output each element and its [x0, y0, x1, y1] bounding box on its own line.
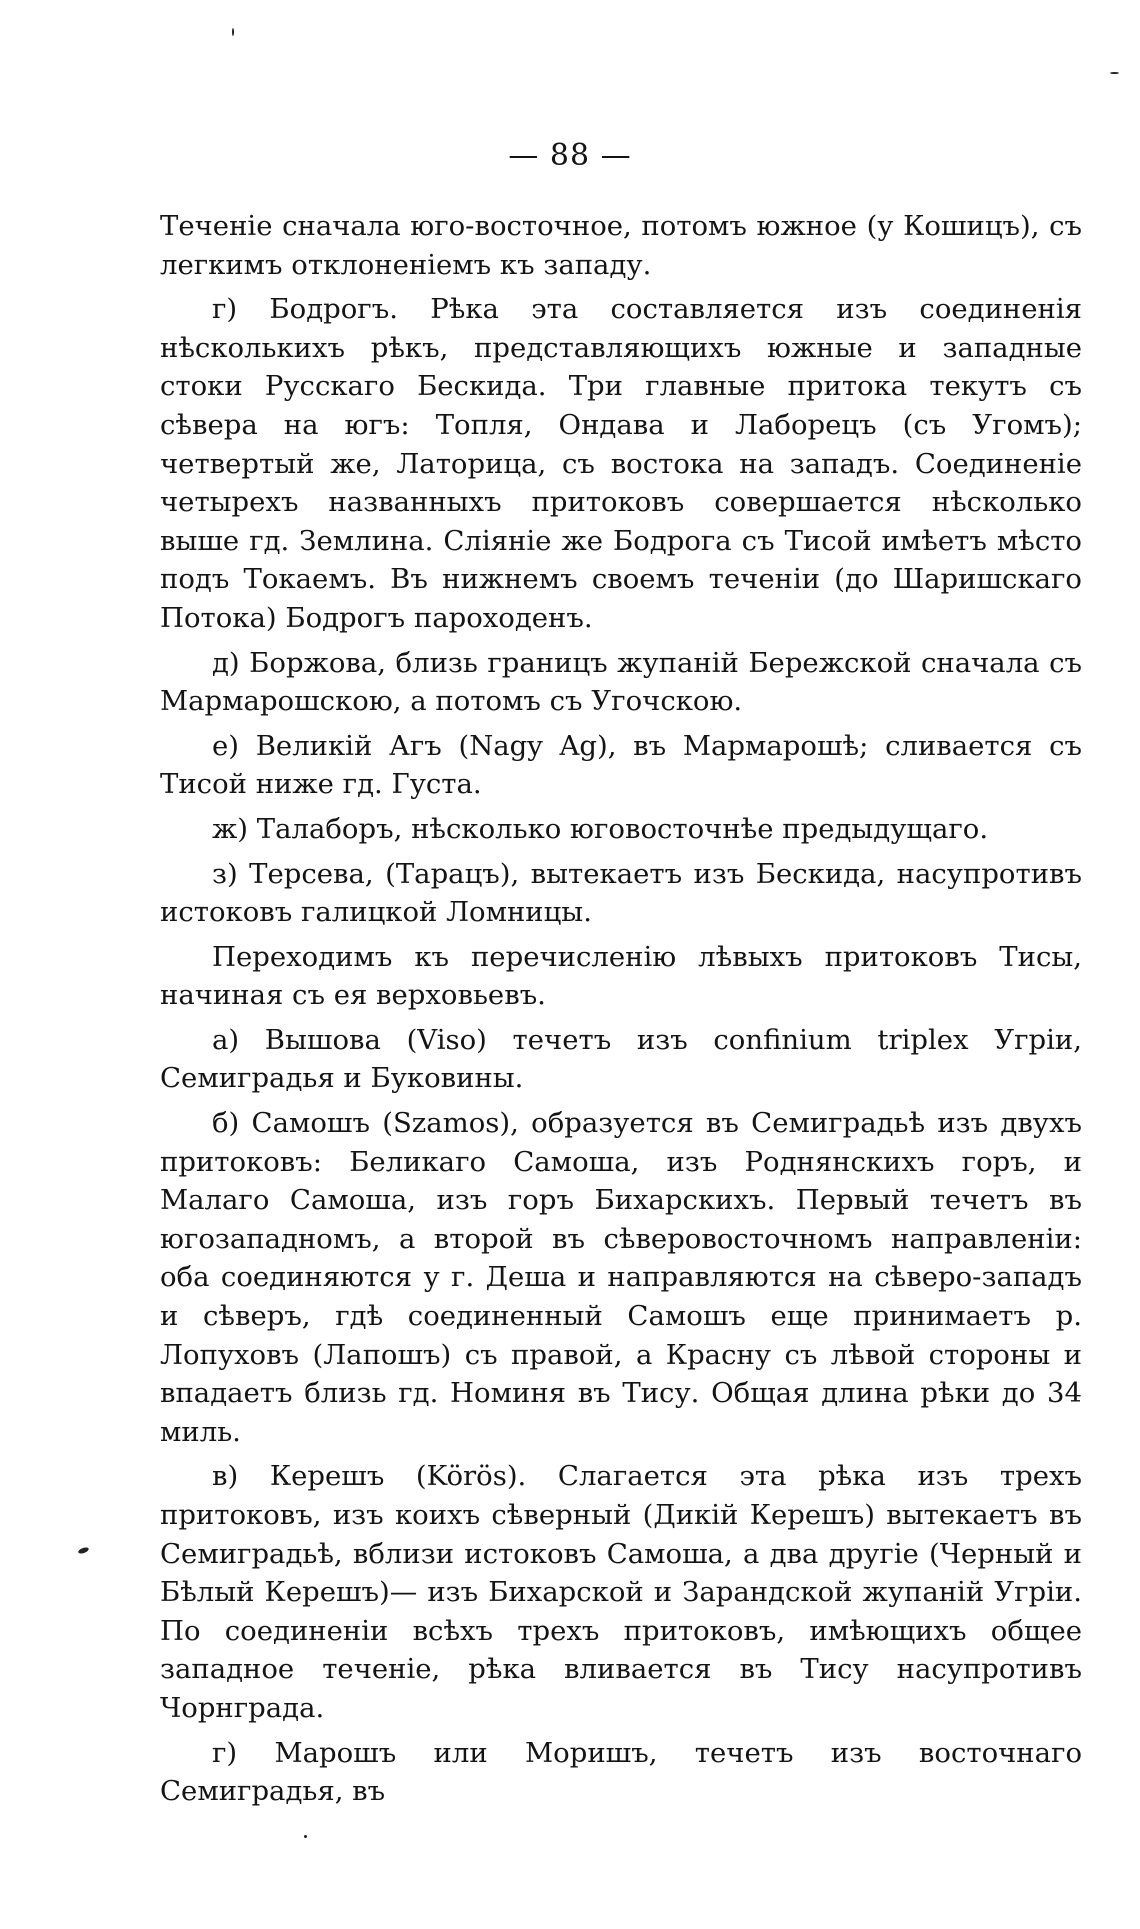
paragraph: Теченіе сначала юго-восточное, потомъ южное (у Кошицъ), съ легкимъ отклоненіемъ къ западу.: [160, 210, 1082, 281]
paragraph: г) Бодрогъ. Рѣка эта составляется изъ соединенія нѣсколькихъ рѣкъ, представляющихъ южные и западные стоки Русскаго Бескида. Три главные притока текутъ съ сѣвера на югъ: Топля, Ондава и Лаборецъ (съ Угомъ); четвертый же, Латорица, съ востока на западъ. Соединеніе четырехъ названныхъ притоковъ совершается нѣсколько выше гд. Землина. Сліяніе же Бодрога съ Тисой имѣетъ мѣсто подъ Токаемъ. Въ нижнемъ своемъ теченіи (до Шаришскаго Потока) Бодрогъ пароходенъ.: [160, 293, 1082, 634]
paragraph: а) Вышова (Viso) течетъ изъ confinium triplex Угріи, Семиградья и Буковины.: [160, 1023, 1082, 1095]
paragraph: Переходимъ къ перечисленію лѣвыхъ притоковъ Тисы, начиная съ ея верховьевъ.: [160, 940, 1082, 1012]
paragraph: в) Керешъ (Körös). Слагается эта рѣка изъ трехъ притоковъ, изъ коихъ сѣверный (Дикій Керешъ) вытекаетъ въ Семиградьѣ, вблизи истоковъ Самоша, а два другіе (Черный и Бѣлый Керешъ)— изъ Бихарской и Зарандской жупаній Угріи. По соединеніи всѣхъ трехъ притоковъ, имѣющихъ общее западное теченіе, рѣка вливается въ Тису насупротивъ Чорнграда.: [160, 1460, 1082, 1724]
body-text: [160, 207, 1082, 1817]
paragraph: ж) Талаборъ, нѣсколько юговосточнѣе предыдущаго.: [212, 812, 989, 845]
scan-speck: [232, 28, 234, 36]
scan-speck: [1110, 72, 1119, 74]
scan-speck: [304, 1835, 307, 1838]
page-number: — 88 —: [508, 138, 632, 173]
paragraph: е) Великій Агъ (Nagy Ag), въ Мармарошѣ; сливается съ Тисой ниже гд. Густа.: [160, 729, 1082, 801]
scan-speck: [77, 1546, 89, 1554]
paragraph: г) Марошъ или Моришъ, течетъ изъ восточнаго Семиградья, въ: [160, 1736, 1082, 1808]
paragraph: з) Терсева, (Тарацъ), вытекаетъ изъ Бескида, насупротивъ истоковъ галицкой Ломницы.: [160, 857, 1082, 929]
paragraph: б) Самошъ (Szamos), образуется въ Семиградьѣ изъ двухъ притоковъ: Беликаго Самоша, изъ Роднянскихъ горъ, и Малаго Самоша, изъ горъ Бихарскихъ. Первый течетъ въ югозападномъ, а второй въ сѣверовосточномъ направленіи: оба соединяются у г. Деша и направляются на сѣверо-западъ и сѣверъ, гдѣ соединенный Самошъ еще принимаетъ р. Лопуховъ (Лапошъ) съ правой, а Красну съ лѣвой стороны и впадаетъ близь гд. Номиня въ Тису. Общая длина рѣки до 34 миль.: [160, 1107, 1082, 1448]
paragraph: д) Боржова, близь границъ жупаній Бережской сначала съ Мармарошскою, а потомъ съ Угочскою.: [160, 646, 1082, 718]
